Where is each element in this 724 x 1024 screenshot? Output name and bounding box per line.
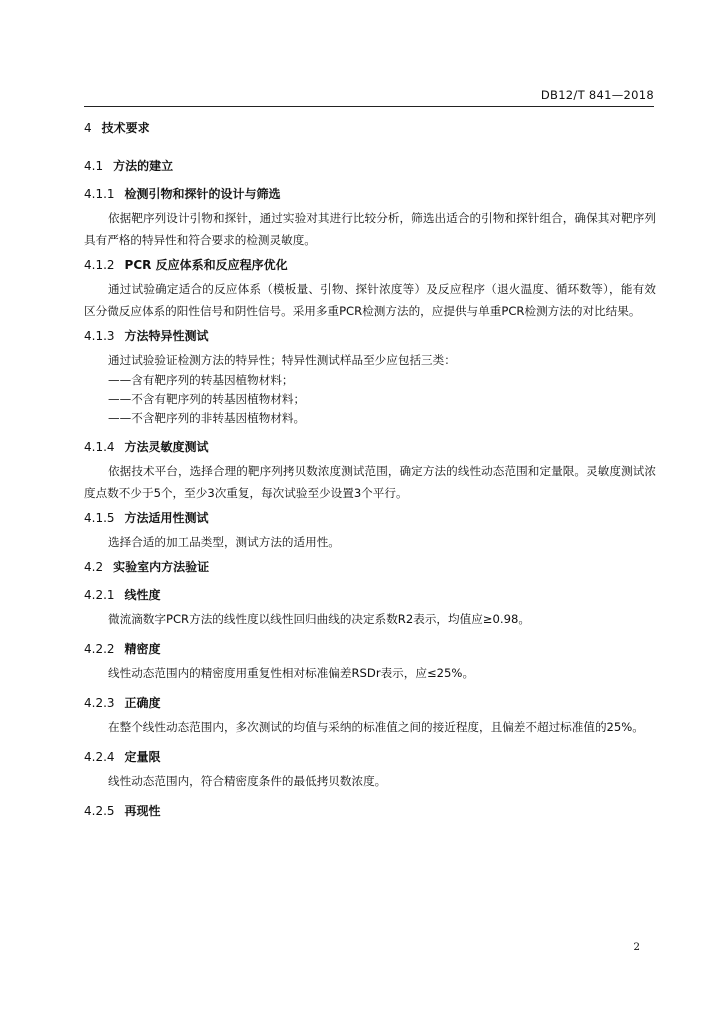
paragraph-4-1-2: 通过试验确定适合的反应体系（模板量、引物、探针浓度等）及反应程序（退火温度、循环数等），能有效区分微反应体系的阳性信号和阴性信号。采用多重PCR检测方法的，应提供与单重PCR检测方法的对比结果。 — [84, 282, 656, 318]
heading-number: 4.1.1 — [84, 187, 115, 201]
paragraph-4-2-4: 线性动态范围内，符合精密度条件的最低拷贝数浓度。 — [108, 774, 387, 788]
heading-4-1-4 — [84, 439, 656, 456]
heading-title: 正确度 — [124, 696, 161, 710]
heading-title: 方法特异性测试 — [124, 329, 209, 343]
heading-title: 线性度 — [124, 588, 161, 602]
heading-4-1-5 — [84, 510, 656, 527]
heading-4-2-1 — [84, 587, 656, 604]
heading-number: 4.2.4 — [84, 750, 115, 764]
document-body — [84, 120, 656, 820]
heading-4-1-1 — [84, 186, 656, 203]
heading-title: 技术要求 — [101, 121, 150, 135]
heading-4-2-5 — [84, 803, 656, 820]
paragraph-4-2-1: 微流滴数字PCR方法的线性度以线性回归曲线的决定系数R2表示，均值应≥0.98。 — [108, 612, 530, 626]
heading-number: 4.2.5 — [84, 804, 115, 818]
document-code: DB12/T 841—2018 — [540, 88, 654, 102]
paragraph-4-2-3: 在整个线性动态范围内，多次测试的均值与采纳的标准值之间的接近程度，且偏差不超过标准值的25%。 — [108, 720, 644, 734]
heading-4-2-4 — [84, 749, 656, 766]
heading-4-2-2 — [84, 641, 656, 658]
list-item: ——含有靶序列的转基因植物材料； — [108, 373, 294, 387]
heading-4-2 — [84, 559, 656, 576]
heading-title: 检测引物和探针的设计与筛选 — [124, 187, 281, 201]
heading-title: PCR 反应体系和反应程序优化 — [124, 258, 288, 272]
paragraph-4-1-3: 通过试验验证检测方法的特异性；特异性测试样品至少应包括三类： — [108, 353, 456, 367]
heading-title: 方法的建立 — [113, 159, 174, 173]
heading-title: 实验室内方法验证 — [113, 560, 210, 574]
heading-title: 定量限 — [124, 750, 161, 764]
paragraph-4-1-5: 选择合适的加工品类型，测试方法的适用性。 — [108, 535, 340, 549]
heading-number: 4.2.3 — [84, 696, 115, 710]
page-number: 2 — [633, 941, 640, 953]
heading-4-2-3 — [84, 695, 656, 712]
heading-number: 4.1.2 — [84, 258, 115, 272]
paragraph-4-1-4: 依据技术平台，选择合理的靶序列拷贝数浓度测试范围，确定方法的线性动态范围和定量限。灵敏度测试浓度点数不少于5个，至少3次重复，每次试验至少设置3个平行。 — [84, 464, 656, 500]
heading-number: 4.1.4 — [84, 440, 115, 454]
heading-number: 4.1 — [84, 159, 104, 173]
heading-number: 4.1.5 — [84, 511, 115, 525]
list-item: ——不含靶序列的非转基因植物材料。 — [108, 411, 306, 425]
heading-number: 4.1.3 — [84, 329, 115, 343]
heading-title: 方法灵敏度测试 — [124, 440, 209, 454]
heading-4 — [84, 120, 656, 137]
header-rule — [84, 106, 654, 107]
heading-4-1-3 — [84, 328, 656, 345]
paragraph-4-2-2: 线性动态范围内的精密度用重复性相对标准偏差RSDr表示，应≤25%。 — [108, 666, 475, 680]
heading-number: 4 — [84, 121, 92, 135]
heading-title: 方法适用性测试 — [124, 511, 209, 525]
heading-title: 精密度 — [124, 642, 161, 656]
heading-title: 再现性 — [124, 804, 161, 818]
heading-number: 4.2.2 — [84, 642, 115, 656]
heading-number: 4.2.1 — [84, 588, 115, 602]
heading-4-1 — [84, 158, 656, 175]
heading-number: 4.2 — [84, 560, 104, 574]
list-item: ——不含有靶序列的转基因植物材料； — [108, 392, 306, 406]
paragraph-4-1-1: 依据靶序列设计引物和探针，通过实验对其进行比较分析，筛选出适合的引物和探针组合，确保其对靶序列具有严格的特异性和符合要求的检测灵敏度。 — [84, 211, 656, 247]
heading-4-1-2 — [84, 257, 656, 274]
